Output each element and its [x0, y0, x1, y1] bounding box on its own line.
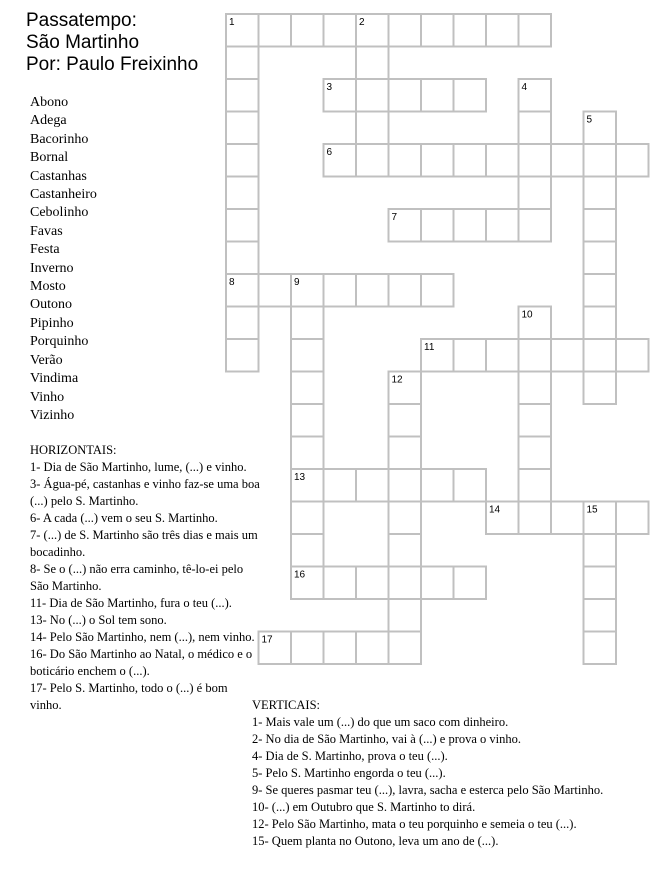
title-line-3: Por: Paulo Freixinho [26, 54, 199, 75]
grid-number: 3 [326, 82, 333, 93]
vertical-heading: VERTICAIS: [252, 698, 320, 712]
word-list-item: Porquinho [30, 334, 89, 350]
grid-cell[interactable] [259, 14, 292, 47]
clue-item: 2- No dia de São Martinho, vai à (...) e prova o vinho. [252, 732, 522, 746]
clue-item: 4- Dia de S. Martinho, prova o teu (...). [252, 749, 448, 763]
grid-cell[interactable] [356, 469, 389, 502]
clue-item: 6- A cada (...) vem o seu S. Martinho. [30, 511, 218, 525]
grid-cell[interactable] [616, 502, 649, 535]
grid-cell[interactable] [584, 567, 617, 600]
grid-cell[interactable] [519, 14, 552, 47]
grid-cell[interactable] [389, 534, 422, 567]
word-list-item: Castanheiro [30, 187, 97, 203]
word-list-item: Bacorinho [30, 131, 89, 147]
grid-cell[interactable] [291, 534, 324, 567]
grid-cell[interactable] [389, 469, 422, 502]
grid-cell[interactable] [519, 177, 552, 210]
word-list-item: Abono [30, 95, 69, 110]
word-list-item: Vizinho [30, 407, 75, 423]
grid-cell[interactable] [324, 274, 357, 307]
grid-cell[interactable] [356, 632, 389, 665]
grid-cell[interactable] [519, 469, 552, 502]
grid-cell[interactable] [454, 79, 487, 112]
grid-cell[interactable] [454, 144, 487, 177]
grid-cell[interactable] [226, 79, 259, 112]
word-list-item: Inverno [30, 260, 74, 276]
grid-cell[interactable] [519, 502, 552, 535]
grid-cell[interactable] [291, 339, 324, 372]
grid-cell[interactable] [389, 404, 422, 437]
clue-item: 17- Pelo S. Martinho, todo o (...) é bom vinho. [30, 681, 228, 712]
grid-cell[interactable] [584, 274, 617, 307]
grid-number: 9 [294, 277, 300, 288]
grid-cell[interactable] [356, 112, 389, 145]
grid-cell[interactable] [421, 274, 454, 307]
grid-cell[interactable] [291, 502, 324, 535]
grid-cell[interactable] [356, 47, 389, 80]
grid-cell[interactable] [389, 632, 422, 665]
grid-cell[interactable] [291, 307, 324, 340]
word-list-item: Vinho [30, 389, 65, 405]
word-list-item: Castanhas [30, 168, 87, 184]
clue-item: 15- Quem planta no Outono, leva um ano de (...). [252, 834, 499, 848]
word-list-item: Bornal [30, 150, 69, 166]
word-list-item: Pipinho [30, 315, 74, 331]
grid-number: 10 [521, 309, 533, 321]
grid-cell[interactable] [291, 14, 324, 47]
grid-cell[interactable] [259, 274, 292, 307]
grid-cell[interactable] [519, 112, 552, 145]
grid-cell[interactable] [356, 274, 389, 307]
clue-item: 7- (...) de S. Martinho são três dias e mais um bocadinho. [30, 528, 258, 559]
grid-cell[interactable] [389, 14, 422, 47]
grid-number: 16 [294, 569, 306, 581]
grid-cell[interactable] [519, 372, 552, 405]
grid-cell[interactable] [616, 144, 649, 177]
clue-item: 1- Dia de São Martinho, lume, (...) e vinho. [30, 460, 247, 474]
grid-cell[interactable] [486, 14, 519, 47]
grid-cell[interactable] [584, 372, 617, 405]
grid-cell[interactable] [421, 567, 454, 600]
clue-item: 14- Pelo São Martinho, nem (...), nem vinho. [30, 630, 255, 644]
grid-number: 6 [326, 147, 333, 158]
word-list-item: Outono [30, 297, 72, 313]
clue-item: 11- Dia de São Martinho, fura o teu (...). [30, 596, 232, 610]
grid-cell[interactable] [454, 469, 487, 502]
grid-number: 13 [294, 472, 306, 483]
grid-number: 12 [391, 374, 403, 386]
grid-cell[interactable] [421, 14, 454, 47]
grid-cell[interactable] [421, 79, 454, 112]
grid-cell[interactable] [291, 404, 324, 437]
grid-cell[interactable] [226, 209, 259, 242]
grid-cell[interactable] [324, 14, 357, 47]
word-list-item: Cebolinho [30, 205, 89, 221]
grid-cell[interactable] [421, 144, 454, 177]
grid-cell[interactable] [291, 437, 324, 470]
grid-cell[interactable] [324, 567, 357, 600]
grid-cell[interactable] [389, 502, 422, 535]
grid-cell[interactable] [389, 144, 422, 177]
grid-cell[interactable] [421, 209, 454, 242]
grid-number: 17 [261, 634, 273, 646]
grid-number: 14 [489, 504, 501, 516]
grid-cell[interactable] [356, 144, 389, 177]
title-line-2: São Martinho [26, 32, 140, 53]
grid-number: 8 [229, 277, 235, 288]
grid-cell[interactable] [389, 79, 422, 112]
grid-cell[interactable] [616, 339, 649, 372]
clue-item: 16- Do São Martinho ao Natal, o médico e o boticário enchem o (...). [30, 647, 253, 678]
grid-cell[interactable] [584, 307, 617, 340]
grid-cell[interactable] [389, 567, 422, 600]
grid-number: 7 [391, 212, 398, 223]
grid-cell[interactable] [584, 339, 617, 372]
grid-cell[interactable] [226, 307, 259, 340]
grid-number: 1 [229, 17, 235, 28]
grid-cell[interactable] [584, 209, 617, 242]
clue-item: 10- (...) em Outubro que S. Martinho to dirá. [252, 800, 476, 814]
grid-cell[interactable] [584, 242, 617, 275]
word-list-item: Verão [30, 352, 63, 368]
grid-cell[interactable] [226, 47, 259, 80]
grid-cell[interactable] [584, 632, 617, 665]
grid-number: 15 [586, 504, 598, 516]
grid-cell[interactable] [584, 177, 617, 210]
grid-cell[interactable] [226, 177, 259, 210]
grid-cell[interactable] [584, 534, 617, 567]
grid-cell[interactable] [486, 339, 519, 372]
title-line-1: Passatempo: [26, 10, 137, 31]
grid-number: 2 [359, 17, 365, 28]
grid-cell[interactable] [291, 632, 324, 665]
grid-cell[interactable] [226, 144, 259, 177]
word-list-item: Vindima [30, 371, 79, 387]
grid-cell[interactable] [356, 79, 389, 112]
grid-cell[interactable] [454, 339, 487, 372]
grid-cell[interactable] [454, 14, 487, 47]
grid-cell[interactable] [551, 502, 584, 535]
grid-cell[interactable] [454, 209, 487, 242]
grid-cell[interactable] [519, 437, 552, 470]
grid-cell[interactable] [486, 209, 519, 242]
grid-cell[interactable] [519, 339, 552, 372]
grid-cell[interactable] [356, 567, 389, 600]
clue-item: 1- Mais vale um (...) do que um saco com dinheiro. [252, 715, 509, 729]
grid-cell[interactable] [486, 144, 519, 177]
clue-item: 9- Se queres pasmar teu (...), lavra, sacha e esterca pelo São Martinho. [252, 783, 604, 797]
grid-cell[interactable] [519, 404, 552, 437]
clue-item: 12- Pelo São Martinho, mata o teu porquinho e semeia o teu (...). [252, 817, 577, 831]
grid-cell[interactable] [454, 567, 487, 600]
clue-item: 3- Água-pé, castanhas e vinho faz-se uma boa (...) pelo S. Martinho. [30, 477, 260, 508]
grid-cell[interactable] [226, 242, 259, 275]
grid-cell[interactable] [389, 274, 422, 307]
grid-cell[interactable] [551, 339, 584, 372]
grid-cell[interactable] [421, 469, 454, 502]
grid-number: 4 [521, 82, 528, 93]
grid-number: 11 [424, 342, 435, 353]
word-list-item: Festa [30, 242, 60, 258]
grid-cell[interactable] [291, 372, 324, 405]
horizontal-heading: HORIZONTAIS: [30, 443, 117, 457]
grid-cell[interactable] [389, 437, 422, 470]
grid-cell[interactable] [584, 144, 617, 177]
clue-item: 5- Pelo S. Martinho engorda o teu (...). [252, 766, 446, 780]
grid-cell[interactable] [519, 209, 552, 242]
grid-cell[interactable] [324, 632, 357, 665]
word-list-item: Adega [30, 113, 67, 129]
grid-cell[interactable] [226, 339, 259, 372]
grid-cell[interactable] [389, 599, 422, 632]
grid-cell[interactable] [519, 144, 552, 177]
word-list-item: Mosto [30, 279, 66, 295]
grid-cell[interactable] [226, 112, 259, 145]
clue-item: 8- Se o (...) não erra caminho, tê-lo-ei pelo São Martinho. [30, 562, 244, 593]
grid-cell[interactable] [324, 469, 357, 502]
word-list-item: Favas [30, 223, 63, 239]
grid-cell[interactable] [551, 144, 584, 177]
clue-item: 13- No (...) o Sol tem sono. [30, 613, 167, 627]
grid-number: 5 [586, 114, 593, 126]
grid-cell[interactable] [584, 599, 617, 632]
